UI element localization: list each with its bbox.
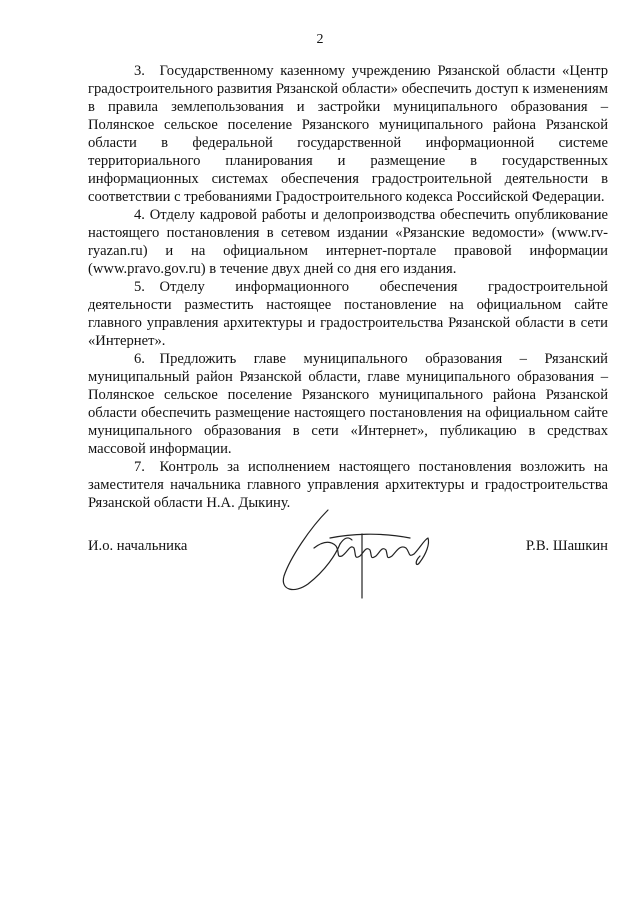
paragraph-3: 3. Государственному казенному учреждению Рязанской области «Центр градостроительного развития Рязанской области» обеспечить доступ к изменениям в правила землепользования и застройки муниципального образования – Полянское сельское поселение Рязанского муниципального района Рязанской области в федеральной государственной информационной системе территориального планирования и размещение в государственных информационных системах обеспечения градостроительной деятельности в соответствии с требованиями Градостроительного кодекса Российской Федерации. (88, 63, 608, 205)
paragraph-5: 5. Отделу информационного обеспечения градостроительной деятельности разместить настоящее постановление на официальном сайте главного управления архитектуры и градостроительства Рязанской области в сети «Интернет». (88, 279, 608, 349)
paragraph-6: 6. Предложить главе муниципального образования – Рязанский муниципальный район Рязанской области, главе муниципального образования – Полянское сельское поселение Рязанского муниципального района Рязанской области обеспечить размещение настоящего постановления на официальном сайте муниципального образования в сети «Интернет», публикацию в средствах массовой информации. (88, 351, 608, 457)
signer-name: Р.В. Шашкин (525, 538, 608, 554)
signer-title: И.о. начальника (88, 538, 188, 554)
document-body (88, 62, 608, 512)
page-number: 2 (316, 32, 324, 47)
paragraph-7: 7. Контроль за исполнением настоящего постановления возложить на заместителя начальника главного управления архитектуры и градостроительства Рязанской области Н.А. Дыкину. (88, 459, 608, 511)
signature-row (88, 538, 608, 562)
paragraph-4: 4. Отделу кадровой работы и делопроизводства обеспечить опубликование настоящего постановления в сетевом издании «Рязанские ведомости» (www.rv-ryazan.ru) и на официальном интернет-портале правовой информации (www.pravo.gov.ru) в течение двух дней со дня его издания. (88, 207, 608, 277)
